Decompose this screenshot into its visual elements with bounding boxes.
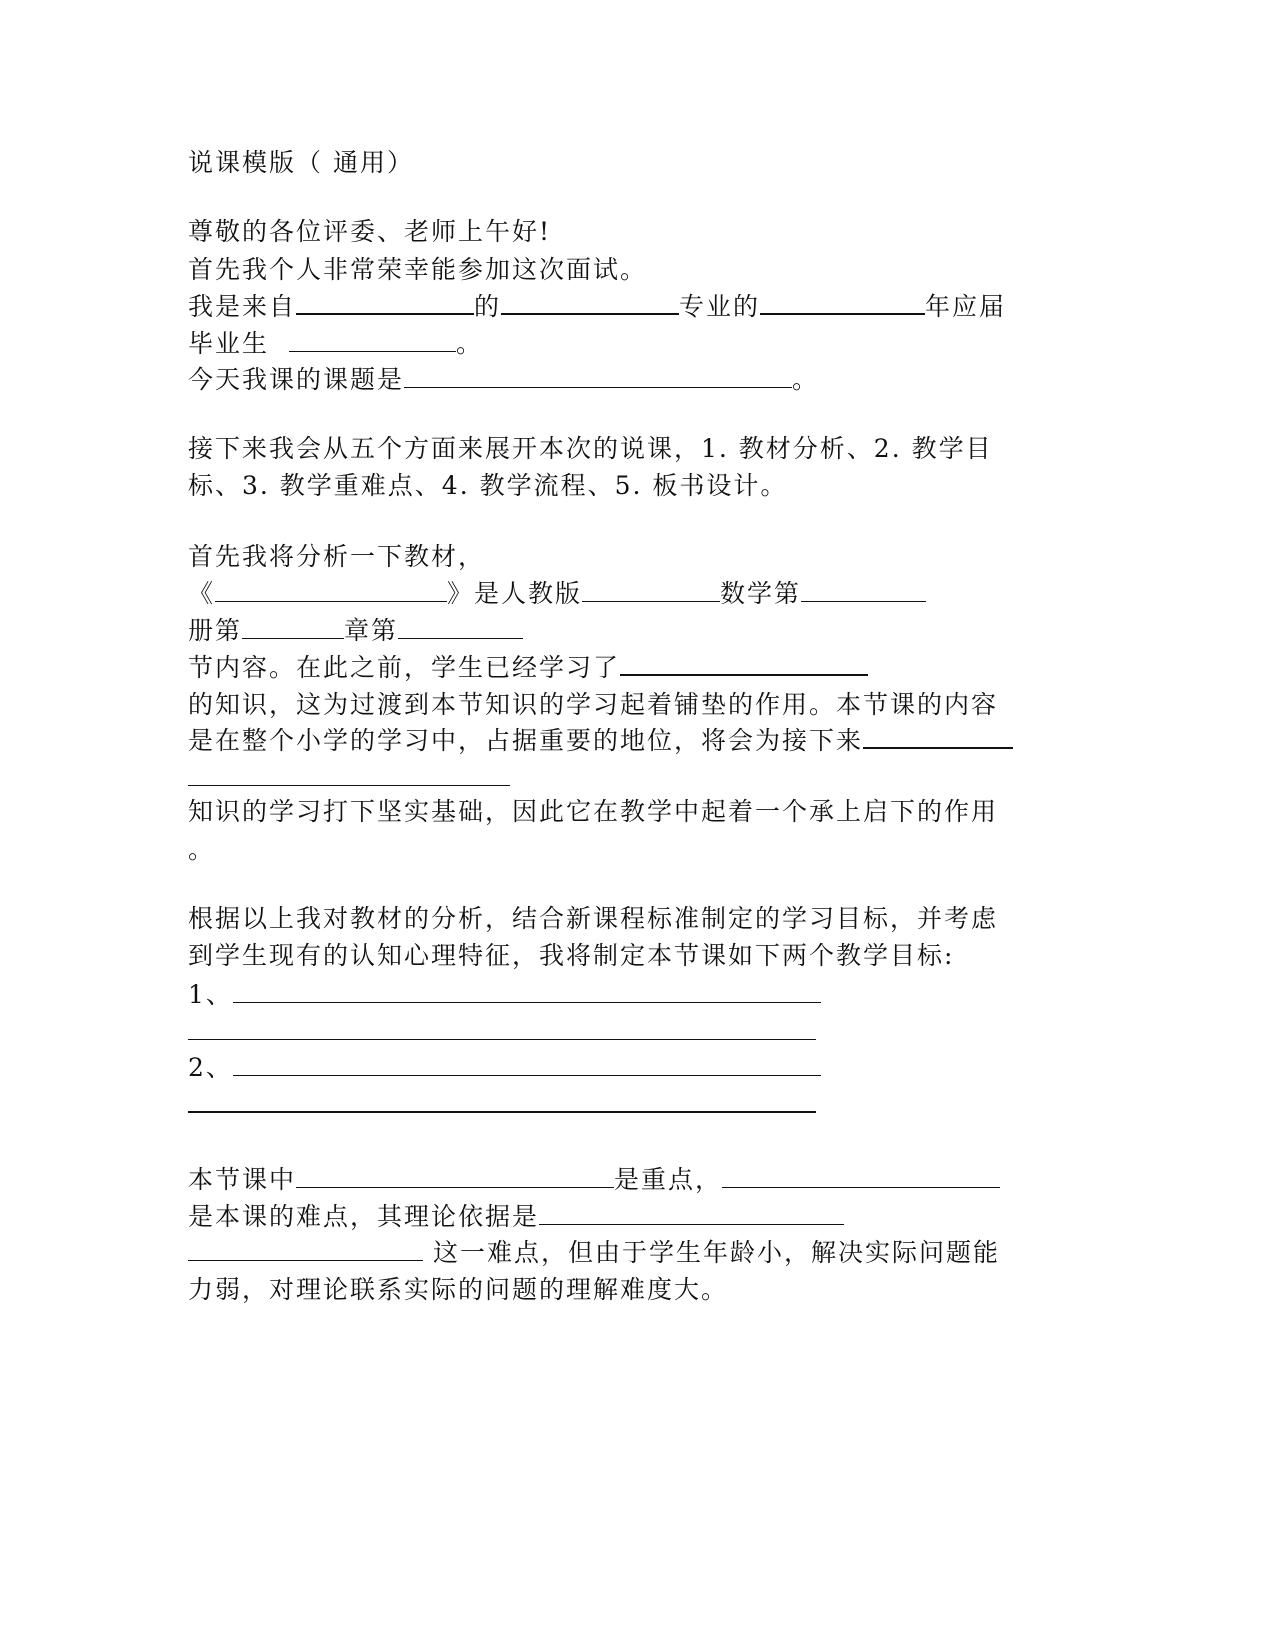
key-point-label: 本节课中 (188, 1165, 297, 1194)
self-intro-year: 年应届 (925, 292, 1007, 321)
self-intro-from: 我是来自 (188, 292, 297, 321)
material-line-4: 的知识，这为过渡到本节知识的学习起着铺垫的作用。本节课的内容 (188, 690, 999, 719)
material-heading: 首先我将分析一下教材， (188, 542, 486, 571)
intro-text: 首先我个人非常荣幸能参加这次面试。 (188, 255, 648, 284)
grade-blank[interactable] (582, 581, 720, 602)
material-line-3 (188, 651, 868, 685)
greeting-text: 尊敬的各位评委、老师上午好! (188, 217, 552, 246)
objective-1-blank[interactable] (233, 982, 821, 1003)
material-line-1 (188, 577, 926, 611)
graduate-period: 。 (456, 329, 484, 358)
next-knowledge-blank[interactable] (863, 727, 1013, 749)
difficulty-basis-label: 是本课的难点，其理论依据是 (188, 1202, 540, 1231)
chapter-label: 章第 (344, 616, 399, 645)
material-line-7: 。 (188, 835, 216, 864)
graduate-label: 毕业生 (188, 329, 270, 358)
open-quote: 《 (188, 579, 216, 608)
material-line-6: 知识的学习打下坚实基础，因此它在教学中起着一个承上启下的作用 (188, 797, 999, 826)
material-line-5-text: 是在整个小学的学习中，占据重要的地位，将会为接下来 (188, 726, 864, 755)
self-intro-of: 的 (474, 292, 502, 321)
lesson-title-blank[interactable] (215, 581, 447, 602)
objectives-line-2: 到学生现有的认知心理特征，我将制定本节课如下两个教学目标: (188, 941, 955, 970)
objective-item-2 (188, 1051, 821, 1085)
theory-basis-blank-continued[interactable] (188, 1240, 423, 1261)
next-knowledge-blank-continued[interactable] (188, 785, 510, 786)
self-intro-line (188, 290, 1006, 324)
difficulty-line-1 (188, 1163, 1000, 1197)
topic-period: 。 (792, 365, 820, 394)
objective-1-number: 1、 (188, 980, 233, 1009)
difficulty-reason-text: 这一难点，但由于学生年龄小，解决实际问题能 (423, 1238, 1000, 1267)
topic-line (188, 363, 819, 397)
objective-2-blank-continued[interactable] (188, 1111, 816, 1113)
key-point-suffix: 是重点， (614, 1165, 723, 1194)
math-label: 数学第 (720, 579, 802, 608)
year-blank[interactable] (760, 293, 925, 315)
prior-knowledge-blank[interactable] (620, 654, 868, 676)
volume-blank[interactable] (242, 618, 344, 639)
section-label: 节内容。在此之前，学生已经学习了 (188, 653, 621, 682)
graduate-line (188, 327, 483, 361)
volume-label: 册第 (188, 616, 243, 645)
overview-line-1: 接下来我会从五个方面来展开本次的说课，1. 教材分析、2. 教学目 (188, 434, 993, 463)
topic-blank[interactable] (404, 367, 792, 388)
key-point-blank[interactable] (296, 1167, 614, 1188)
chapter-blank[interactable] (398, 618, 523, 639)
objective-item-1 (188, 978, 821, 1012)
objective-2-number: 2、 (188, 1053, 233, 1082)
material-line-5 (188, 724, 1013, 758)
difficulty-line-3 (188, 1236, 1000, 1270)
self-intro-major: 专业的 (679, 292, 761, 321)
difficult-point-blank[interactable] (722, 1167, 1000, 1188)
school-blank[interactable] (296, 293, 474, 315)
textbook-label: 》是人教版 (447, 579, 583, 608)
major-blank[interactable] (501, 293, 679, 315)
overview-line-2: 标、3. 教学重难点、4. 教学流程、5. 板书设计。 (188, 471, 788, 500)
material-line-2 (188, 614, 523, 648)
document-title: 说课模版（ 通用） (188, 148, 414, 177)
difficulty-line-2 (188, 1200, 844, 1234)
topic-label: 今天我课的课题是 (188, 365, 405, 394)
name-blank[interactable] (289, 331, 456, 352)
objective-2-blank[interactable] (233, 1055, 821, 1076)
objective-1-blank-continued[interactable] (188, 1039, 816, 1040)
objectives-line-1: 根据以上我对教材的分析，结合新课程标准制定的学习目标，并考虑 (188, 904, 999, 933)
difficulty-line-4: 力弱，对理论联系实际的问题的理解难度大。 (188, 1275, 729, 1304)
theory-basis-blank[interactable] (539, 1204, 844, 1225)
book-blank[interactable] (801, 581, 926, 602)
